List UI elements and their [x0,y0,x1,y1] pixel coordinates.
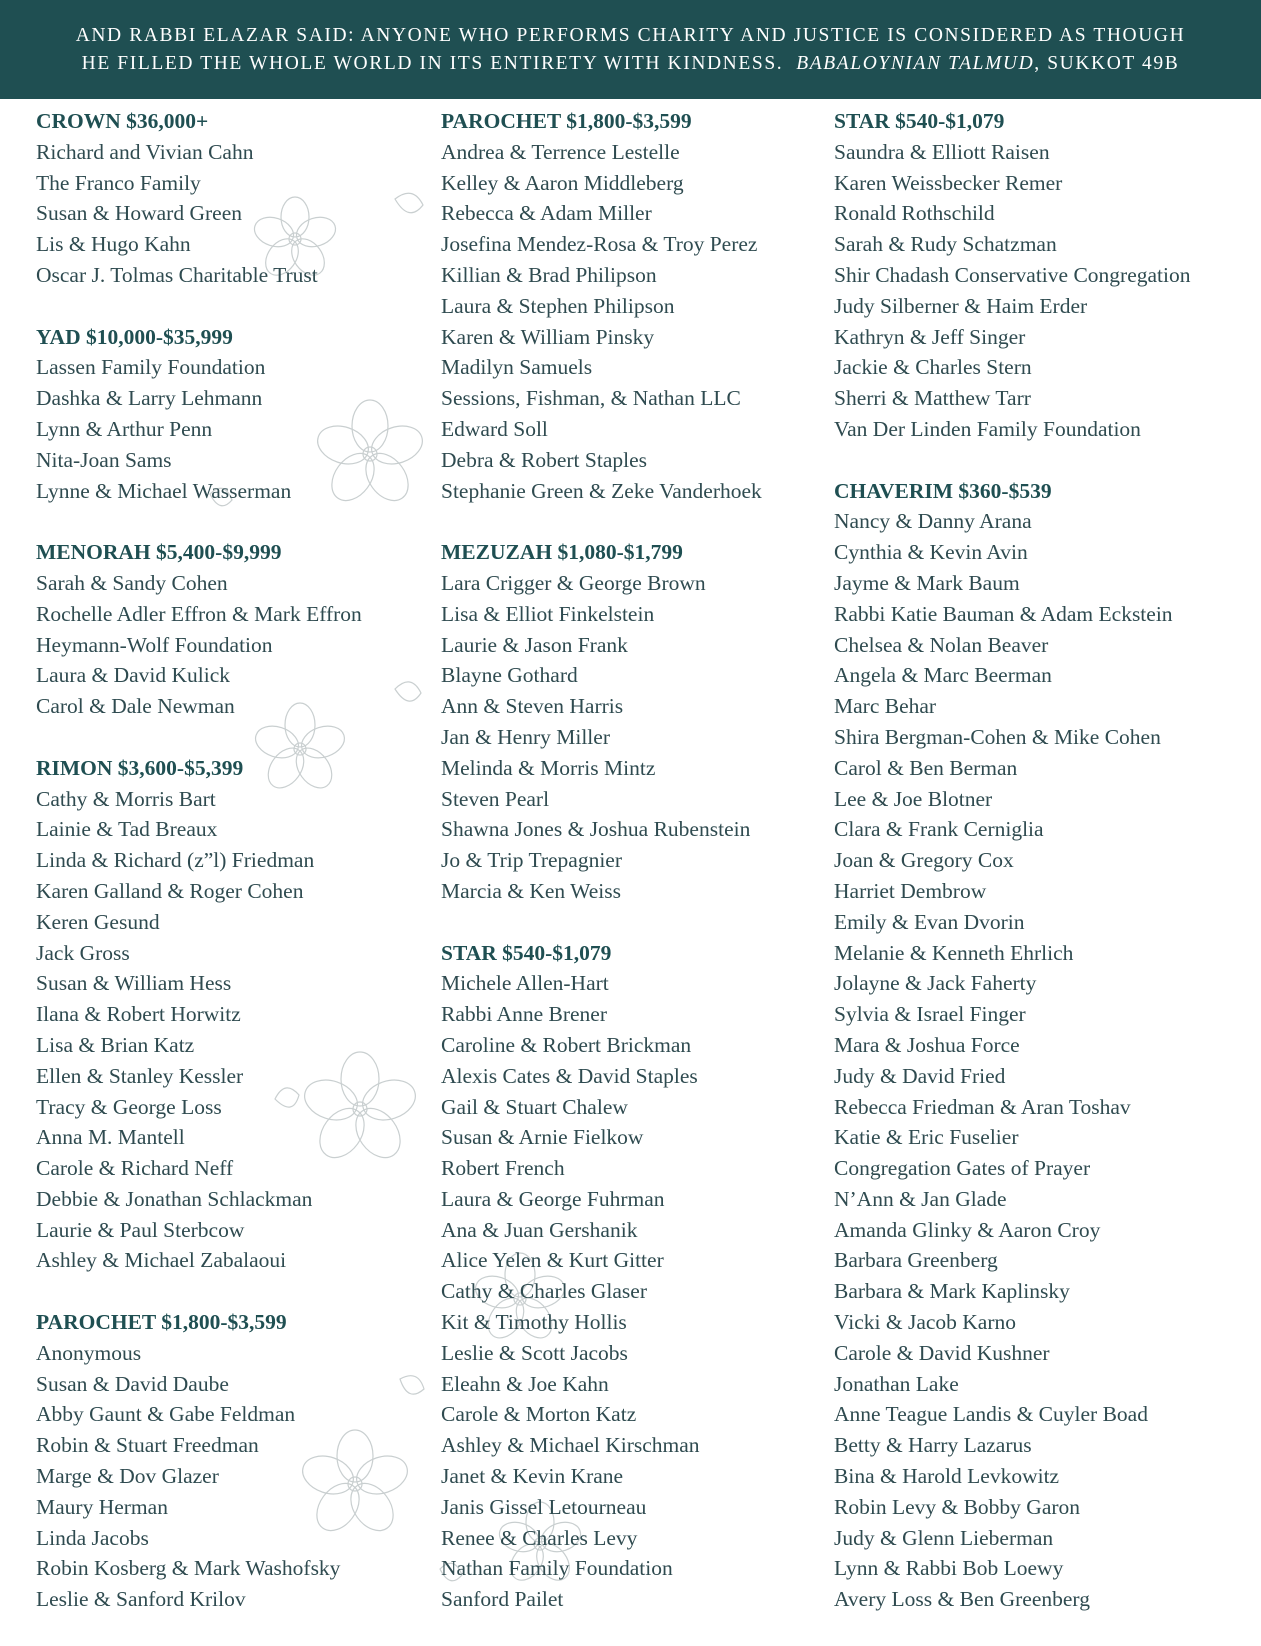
donor-name: Linda Jacobs [36,1525,149,1550]
donor-name: Stephanie Green & Zeke Vanderhoek [441,478,762,503]
section-heading: STAR $540-$1,079 [834,109,1005,133]
donor-section [36,537,362,722]
donor-name: Ann & Steven Harris [441,694,624,719]
donor-name: Anne Teague Landis & Cuyler Boad [834,1402,1148,1427]
donor-name: Caroline & Robert Brickman [441,1032,692,1057]
donor-name: Lara Crigger & George Brown [441,570,706,595]
donor-name: Mara & Joshua Force [834,1032,1020,1057]
donor-name: Susan & William Hess [36,971,232,996]
section-heading: CROWN $36,000+ [36,109,209,133]
donor-name: Nathan Family Foundation [441,1556,673,1581]
donor-name: Robert French [441,1156,565,1181]
donor-name: Shir Chadash Conservative Congregation [834,262,1191,287]
donor-name: N’Ann & Jan Glade [834,1186,1007,1211]
donor-section [834,106,1190,445]
donor-name: Edward Soll [441,416,548,441]
donor-name: Laura & George Fuhrman [441,1186,665,1211]
donor-name: Robin & Stuart Freedman [36,1433,259,1458]
donor-name: Debra & Robert Staples [441,447,647,472]
donor-name: Rabbi Katie Bauman & Adam Eckstein [834,601,1173,626]
donor-name: Vicki & Jacob Karno [834,1310,1017,1335]
donor-name: Lisa & Brian Katz [36,1032,195,1057]
donor-name: Barbara Greenberg [834,1248,998,1273]
donor-name: Lainie & Tad Breaux [36,817,218,842]
donor-name: Killian & Brad Philipson [441,262,657,287]
donor-name: Judy & David Fried [834,1063,1006,1088]
donor-name: Josefina Mendez-Rosa & Troy Perez [441,232,758,257]
donor-name: Anonymous [36,1340,142,1365]
donor-name: Melanie & Kenneth Ehrlich [834,940,1074,965]
quote-text: HE FILLED THE WHOLE WORLD IN ITS ENTIRETY WITH KINDNESS. [81,52,784,74]
section-heading: YAD $10,000-$35,999 [36,324,233,349]
donor-name: Abby Gaunt & Gabe Feldman [36,1402,296,1427]
donor-name: Chelsea & Nolan Beaver [834,632,1049,657]
donor-name: Andrea & Terrence Lestelle [441,139,680,164]
donor-name: Laurie & Paul Sterbcow [36,1217,245,1242]
donor-name: Carole & Richard Neff [36,1156,234,1181]
donor-name: Judy Silberner & Haim Erder [834,293,1088,318]
donor-name: The Franco Family [36,170,201,195]
donor-name: Cathy & Charles Glaser [441,1279,647,1304]
donor-name: Robin Kosberg & Mark Washofsky [36,1556,341,1581]
donor-name: Congregation Gates of Prayer [834,1156,1091,1181]
donor-name: Katie & Eric Fuselier [834,1125,1019,1150]
donor-name: Sessions, Fishman, & Nathan LLC [441,386,741,411]
donor-column-3 [834,106,1190,1646]
donor-name: Jonathan Lake [834,1371,959,1396]
donor-name: Sylvia & Israel Finger [834,1002,1026,1027]
donor-section [36,106,362,291]
donor-name: Carol & Ben Berman [834,755,1018,780]
donor-name: Renee & Charles Levy [441,1525,638,1550]
donor-name: Jo & Trip Trepagnier [441,848,622,873]
section-heading: STAR $540-$1,079 [441,940,612,965]
donor-section [441,106,762,506]
donor-name: Kit & Timothy Hollis [441,1310,627,1335]
donor-name: Blayne Gothard [441,663,578,688]
donor-name: Marcia & Ken Weiss [441,878,621,903]
donor-name: Carole & David Kushner [834,1340,1050,1365]
donor-name: Sarah & Rudy Schatzman [834,232,1057,257]
donor-name: Karen & William Pinsky [441,324,655,349]
donor-section [36,322,362,507]
donor-name: Lynne & Michael Wasserman [36,478,292,503]
donor-name: Carol & Dale Newman [36,694,235,719]
donor-name: Lisa & Elliot Finkelstein [441,601,655,626]
donor-name: Saundra & Elliott Raisen [834,139,1050,164]
donor-name: Debbie & Jonathan Schlackman [36,1186,313,1211]
donor-name: Melinda & Morris Mintz [441,755,656,780]
donor-name: Kelley & Aaron Middleberg [441,170,684,195]
petal-icon [395,682,421,701]
donor-name: Ana & Juan Gershanik [441,1217,638,1242]
petal-icon [400,1376,424,1394]
donor-column-2 [441,106,762,1646]
donor-name: Dashka & Larry Lehmann [36,386,263,411]
donor-name: Shawna Jones & Joshua Rubenstein [441,817,751,842]
donor-name: Lynn & Rabbi Bob Loewy [834,1556,1064,1581]
donor-name: Karen Weissbecker Remer [834,170,1063,195]
donor-name: Leslie & Scott Jacobs [441,1340,628,1365]
donor-section [36,1307,362,1615]
donor-name: Ashley & Michael Zabalaoui [36,1248,287,1273]
donor-name: Jayme & Mark Baum [834,570,1020,595]
section-heading: MENORAH $5,400-$9,999 [36,540,282,565]
section-heading: PAROCHET $1,800-$3,599 [36,1310,287,1335]
donor-name: Sarah & Sandy Cohen [36,570,228,595]
donor-name: Susan & Arnie Fielkow [441,1125,644,1150]
donor-name: Leslie & Sanford Krilov [36,1587,246,1612]
donor-name: Linda & Richard (z”l) Friedman [36,848,315,873]
donor-name: Harriet Dembrow [834,878,987,903]
donor-name: Nancy & Danny Arana [834,509,1032,534]
donor-section [36,753,362,1277]
section-heading: PAROCHET $1,800-$3,599 [441,109,692,133]
donor-name: Maury Herman [36,1494,168,1519]
donor-name: Kathryn & Jeff Singer [834,324,1026,349]
donor-name: Janet & Kevin Krane [441,1464,624,1489]
quote-line-1: AND RABBI ELAZAR SAID: ANYONE WHO PERFORMS CHARITY AND JUSTICE IS CONSIDERED AS THOUGH [75,24,1186,46]
donor-name: Betty & Harry Lazarus [834,1433,1032,1458]
donor-section [441,938,762,1616]
donor-name: Cynthia & Kevin Avin [834,540,1028,565]
donor-name: Jack Gross [36,940,130,965]
donor-name: Ronald Rothschild [834,201,995,226]
donor-name: Emily & Evan Dvorin [834,909,1025,934]
donor-name: Lis & Hugo Kahn [36,232,191,257]
donor-name: Laura & David Kulick [36,663,231,688]
donor-name: Michele Allen-Hart [441,971,609,996]
donor-name: Jolayne & Jack Faherty [834,971,1037,996]
donor-name: Alice Yelen & Kurt Gitter [441,1248,664,1273]
donor-name: Tracy & George Loss [36,1094,222,1119]
donor-name: Jan & Henry Miller [441,724,610,749]
donor-name: Janis Gissel Letourneau [441,1494,647,1519]
donor-name: Marge & Dov Glazer [36,1464,219,1489]
quote-line-2 [82,50,1180,78]
quote-source: BABALOYNIAN TALMUD [796,52,1035,74]
donor-name: Sherri & Matthew Tarr [834,386,1031,411]
donor-name: Ashley & Michael Kirschman [441,1433,700,1458]
petal-icon [395,193,423,212]
donor-name: Shira Bergman-Cohen & Mike Cohen [834,724,1161,749]
donor-name: Gail & Stuart Chalew [441,1094,628,1119]
donor-name: Madilyn Samuels [441,355,593,380]
donor-name: Carole & Morton Katz [441,1402,637,1427]
donor-name: Judy & Glenn Lieberman [834,1525,1054,1550]
donor-name: Richard and Vivian Cahn [36,139,254,164]
quote-source-end: , SUKKOT 49B [1034,52,1180,74]
section-heading: MEZUZAH $1,080-$1,799 [441,540,683,565]
donor-name: Rabbi Anne Brener [441,1002,607,1027]
donor-name: Avery Loss & Ben Greenberg [834,1587,1090,1612]
donor-name: Joan & Gregory Cox [834,848,1014,873]
donor-name: Rebecca Friedman & Aran Toshav [834,1094,1131,1119]
donor-name: Oscar J. Tolmas Charitable Trust [36,262,318,287]
donor-name: Eleahn & Joe Kahn [441,1371,609,1396]
donor-name: Cathy & Morris Bart [36,786,216,811]
donor-name: Anna M. Mantell [36,1125,185,1150]
donor-column-1 [36,106,362,1646]
donor-section [441,537,762,907]
donor-name: Keren Gesund [36,909,160,934]
donor-name: Lassen Family Foundation [36,355,266,380]
donor-name: Lynn & Arthur Penn [36,416,213,441]
donor-name: Alexis Cates & David Staples [441,1063,698,1088]
donor-name: Rebecca & Adam Miller [441,201,652,226]
donor-name: Ilana & Robert Horwitz [36,1002,241,1027]
donor-name: Robin Levy & Bobby Garon [834,1494,1081,1519]
donor-name: Sanford Pailet [441,1587,564,1612]
donor-name: Lee & Joe Blotner [834,786,993,811]
donor-name: Steven Pearl [441,786,550,811]
donor-name: Amanda Glinky & Aaron Croy [834,1217,1101,1242]
donor-name: Heymann-Wolf Foundation [36,632,273,657]
donor-name: Rochelle Adler Effron & Mark Effron [36,601,362,626]
donor-name: Van Der Linden Family Foundation [834,416,1141,441]
donor-name: Ellen & Stanley Kessler [36,1063,244,1088]
donor-name: Barbara & Mark Kaplinsky [834,1279,1070,1304]
donor-section [834,476,1190,1615]
donor-name: Jackie & Charles Stern [834,355,1032,380]
donor-name: Karen Galland & Roger Cohen [36,878,304,903]
section-heading: CHAVERIM $360-$539 [834,478,1052,503]
donor-name: Angela & Marc Beerman [834,663,1052,688]
donor-name: Susan & David Daube [36,1371,229,1396]
donor-name: Marc Behar [834,694,937,719]
donor-name: Bina & Harold Levkowitz [834,1464,1060,1489]
donor-name: Laurie & Jason Frank [441,632,628,657]
donor-name: Laura & Stephen Philipson [441,293,675,318]
quote-banner [0,0,1261,99]
donor-name: Clara & Frank Cerniglia [834,817,1044,842]
donor-name: Susan & Howard Green [36,201,242,226]
section-heading: RIMON $3,600-$5,399 [36,755,244,780]
donor-name: Nita-Joan Sams [36,447,172,472]
